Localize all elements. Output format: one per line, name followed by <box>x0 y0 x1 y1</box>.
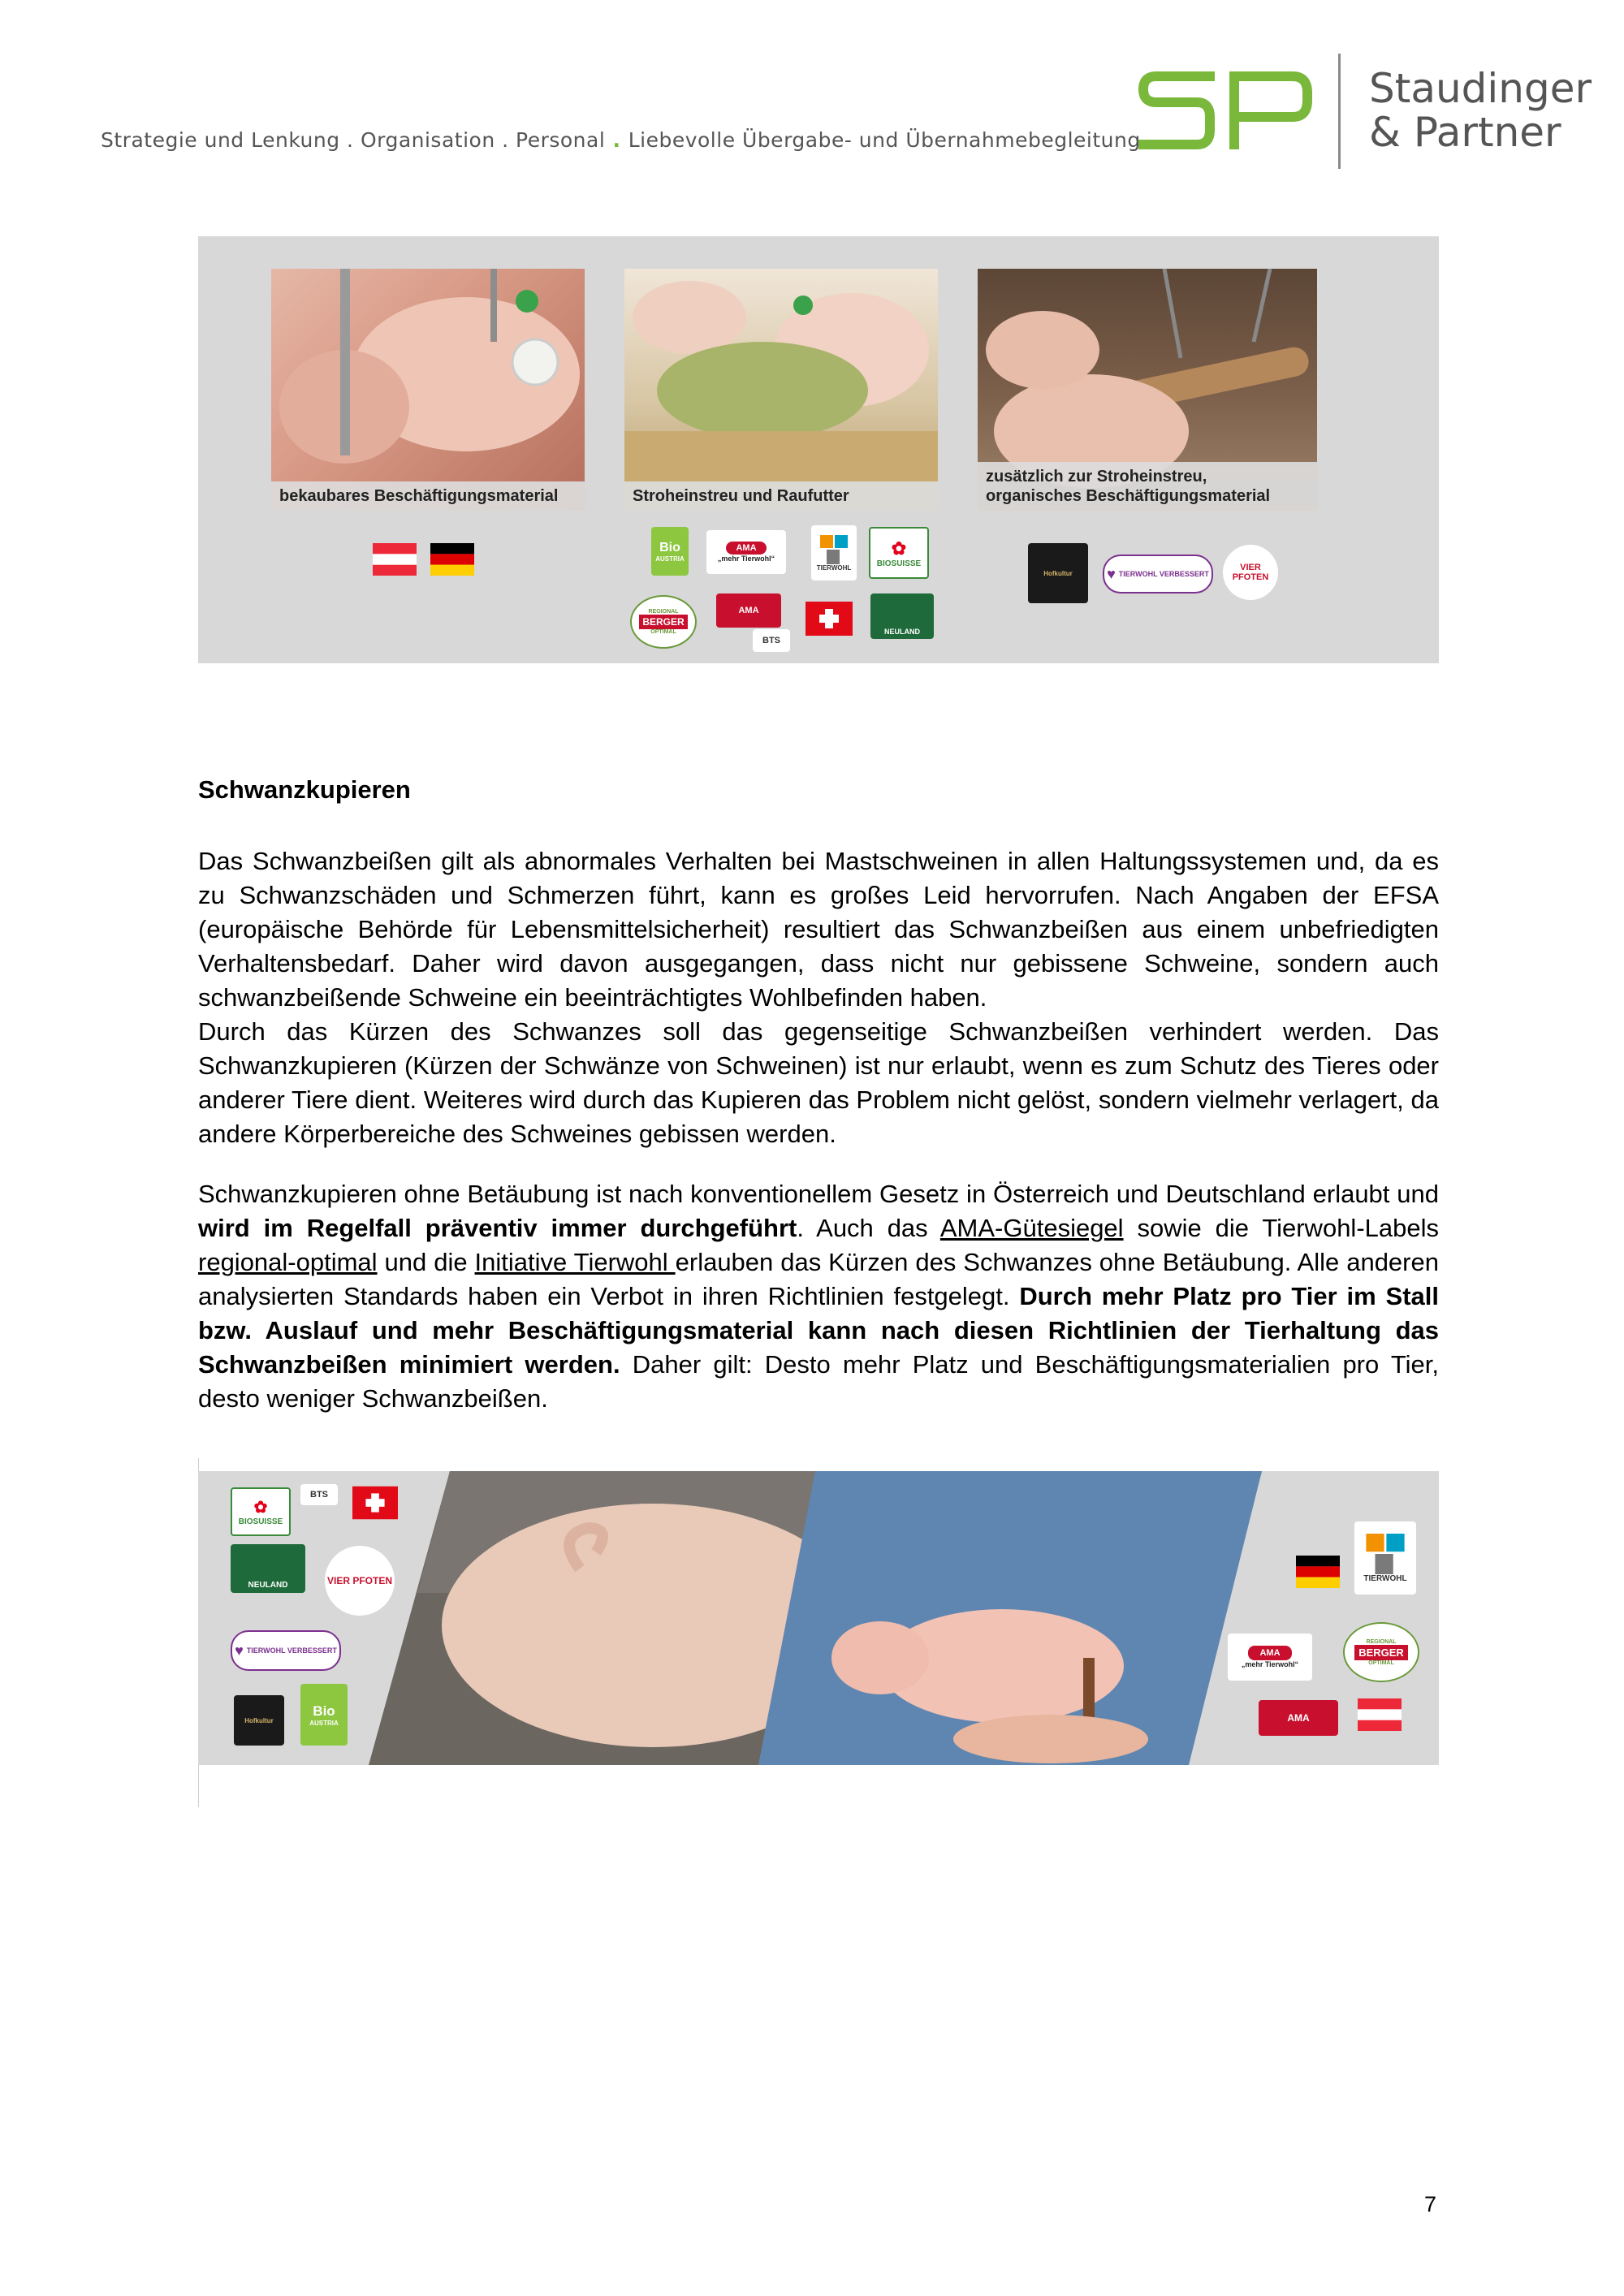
ama-mehr-tierwohl-badge <box>1228 1634 1312 1681</box>
section-heading: Schwanzkupieren <box>198 775 411 804</box>
heart-icon: ♥ <box>235 1642 244 1659</box>
tagline-personal: Personal <box>516 128 606 152</box>
photo-pigs-straw <box>624 269 938 511</box>
initiative-tierwohl-badge <box>811 525 857 580</box>
tail-docking-banner <box>198 1471 1439 1765</box>
tierwohl-verbessert-text: TIERWOHL VERBESSERT <box>246 1646 337 1655</box>
tierwohl-verbessert-badge <box>1103 555 1213 593</box>
paragraph-text <box>198 1177 1439 1416</box>
caption-organic-line1: zusätzlich zur Stroheinstreu, <box>986 468 1207 486</box>
bio-badge-text: Bio <box>659 540 680 555</box>
tierwohl-mark-icon <box>820 535 848 564</box>
tagline-strategy: Strategie und Lenkung <box>101 128 340 152</box>
bio-badge-text: Bio <box>313 1703 335 1719</box>
paragraph-tail-biting <box>198 844 1439 1151</box>
germany-flag-icon <box>1296 1556 1340 1588</box>
photo-pig-with-toy <box>271 269 585 511</box>
ama-guetesiegel-badge <box>1259 1700 1338 1736</box>
bold-text: Durch mehr Platz pro Tier im Stall bzw. Auslauf und mehr Beschäftigungsmaterial kann nach diesen Richtlinien der Tierhaltung das Schwanzbeißen minimiert werden. <box>198 1282 1439 1379</box>
ama-badge-text: AMA <box>726 542 766 555</box>
berger-badge-text: BERGER <box>639 615 687 629</box>
initiative-tierwohl-badge <box>1354 1521 1416 1595</box>
tierwohl-mark-icon <box>1366 1534 1405 1574</box>
text-run: . Auch das <box>797 1214 940 1242</box>
tierwohl-badge-text: TIERWOHL <box>816 563 852 572</box>
text-run: Schwanzkupieren ohne Betäubung ist nach konventionellem Gesetz in Österreich und Deutschland erlaubt und <box>198 1180 1439 1208</box>
tagline-organisation: Organisation <box>360 128 495 152</box>
berger-badge-bottom: OPTIMAL <box>1368 1659 1394 1666</box>
caption-straw-roughage: Stroheinstreu und Raufutter <box>624 481 938 511</box>
text-run: erlauben das Kürzen des Schwanzes ohne Betäubung. Alle anderen analysierten Standards haben ein Verbot in ihren Richtlinien festgelegt. <box>198 1248 1439 1310</box>
bts-badge-text: BTS <box>310 1490 328 1500</box>
switzerland-flag-icon <box>352 1486 398 1520</box>
vier-pfoten-text: VIER PFOTEN <box>326 1575 392 1586</box>
paragraph-tail-docking <box>198 1177 1439 1416</box>
link-initiative-tierwohl[interactable]: Initiative Tierwohl <box>474 1248 676 1276</box>
neuland-badge <box>870 593 934 639</box>
paragraph-text: Das Schwanzbeißen gilt als abnormales Verhalten bei Mastschweinen in allen Haltungssystemen und, da es zu Schwanzschäden und Schmerzen führt, kann es großes Leid hervorrufen. Nach Angaben der EFSA (europäische Behörde für Lebensmittelsicherheit) resultiert das Schwanzbeißen aus einem unbefriedigten Verhaltensbedarf. Daher wird davon ausgegangen, dass nicht nur gebissene Schweine, sondern auch schwanzbeißende Schweine ein beeinträchtigtes Wohlbefinden haben. <box>198 847 1439 1012</box>
link-regional-optimal[interactable]: regional-optimal <box>198 1248 378 1276</box>
tierwohl-verbessert-text: TIERWOHL VERBESSERT <box>1118 570 1209 578</box>
heart-icon: ♥ <box>1107 565 1116 582</box>
bio-badge-subtext: AUSTRIA <box>655 555 685 563</box>
caption-organic-line2: organisches Beschäftigungsmaterial <box>986 487 1271 505</box>
logo-text-staudinger: Staudinger <box>1369 65 1592 112</box>
bts-badge-text: BTS <box>762 636 780 645</box>
ama-badge-tagline: „mehr Tierwohl“ <box>1241 1660 1299 1668</box>
berger-badge-top: REGIONAL <box>648 609 679 615</box>
logo-divider <box>1338 54 1341 169</box>
biosuisse-badge <box>231 1487 291 1536</box>
tagline-separator: . <box>495 128 516 152</box>
caption-chewable-material: bekaubares Beschäftigungsmaterial <box>271 481 585 511</box>
logo-text-partner: & Partner <box>1369 109 1561 156</box>
vier-pfoten-badge <box>325 1546 395 1616</box>
berger-regional-optimal-badge <box>1343 1622 1419 1682</box>
paragraph-text: Durch das Kürzen des Schwanzes soll das gegenseitige Schwanzbeißen verhindert werden. Das Schwanzkupieren (Kürzen der Schwänze von Schweinen) ist nur erlaubt, wenn es zum Schutz des Tieres oder anderer Tiere dient. Weiteres wird durch das Kupieren das Problem nicht gelöst, sondern vielmehr verlagert, da andere Körperbereiche des Schweines gebissen werden. <box>198 1017 1439 1148</box>
austria-flag-icon <box>1358 1698 1402 1731</box>
bio-austria-badge <box>651 527 689 576</box>
bio-austria-badge <box>300 1684 348 1746</box>
ama-mehr-tierwohl-badge <box>706 530 786 574</box>
hofkultur-badge <box>234 1695 284 1746</box>
text-run: Daher gilt: Desto mehr Platz und Beschäftigungsmaterialien pro Tier, desto weniger Schwanzbeißen. <box>198 1350 1439 1413</box>
berger-badge-bottom: OPTIMAL <box>650 629 676 635</box>
ama-guetesiegel-badge <box>716 593 781 628</box>
tagline-separator: . <box>339 128 361 152</box>
vier-pfoten-text: VIER PFOTEN <box>1232 563 1269 582</box>
austria-flag-icon <box>373 543 417 576</box>
neuland-badge <box>231 1544 305 1593</box>
germany-flag-icon <box>430 543 474 576</box>
berger-badge-top: REGIONAL <box>1366 1638 1397 1645</box>
hofkultur-badge-text: Hofkultur <box>244 1716 274 1724</box>
bold-text: wird im Regelfall präventiv immer durchgeführt <box>198 1214 797 1242</box>
link-ama-guetesiegel[interactable]: AMA-Gütesiegel <box>939 1214 1124 1242</box>
header-tagline <box>101 128 1141 152</box>
bts-badge <box>753 629 790 652</box>
biosuisse-badge-text: BIOSUISSE <box>876 559 922 568</box>
ama-badge-text: AMA <box>1248 1646 1291 1660</box>
caption-organic-material <box>978 462 1317 511</box>
tagline-handover: Liebevolle Übergabe- und Übernahmebegleitung <box>628 128 1141 152</box>
ama-badge-tagline: „mehr Tierwohl“ <box>717 555 775 563</box>
berger-badge-text: BERGER <box>1354 1645 1408 1660</box>
biosuisse-badge <box>869 527 929 579</box>
tagline-separator-green: . <box>605 128 628 152</box>
bts-badge <box>300 1484 338 1505</box>
tierwohl-badge-text: TIERWOHL <box>1363 1573 1407 1583</box>
hofkultur-badge-text: Hofkultur <box>1043 569 1073 577</box>
housing-collage-banner <box>198 236 1439 663</box>
neuland-badge-text: NEULAND <box>248 1581 288 1590</box>
text-run: sowie die Tierwohl-Labels <box>1123 1214 1439 1242</box>
ama-badge-text: AMA <box>1287 1712 1310 1724</box>
page-number: 7 <box>1424 2192 1437 2216</box>
switzerland-flag-icon <box>806 602 853 636</box>
text-run: und die <box>377 1248 475 1276</box>
vier-pfoten-badge <box>1223 545 1278 600</box>
biosuisse-badge-text: BIOSUISSE <box>238 1517 283 1526</box>
bio-badge-subtext: AUSTRIA <box>309 1719 339 1727</box>
berger-regional-optimal-badge <box>630 595 697 649</box>
ama-badge-text: AMA <box>738 606 759 615</box>
tierwohl-verbessert-badge <box>231 1630 341 1671</box>
sp-logo-mark <box>1138 70 1312 151</box>
biosuisse-bud-icon: ✿ <box>891 537 907 559</box>
neuland-badge-text: NEULAND <box>884 628 920 636</box>
biosuisse-bud-icon: ✿ <box>253 1499 268 1517</box>
hofkultur-badge <box>1028 543 1088 603</box>
photo-pigs-wood-log <box>978 269 1317 511</box>
